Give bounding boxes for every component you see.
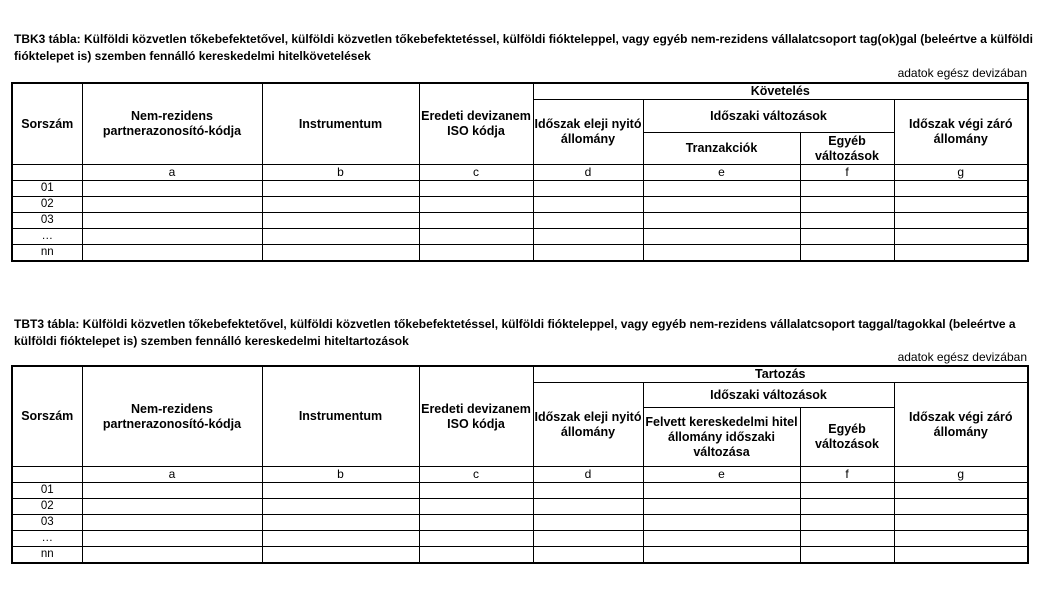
table-row	[12, 547, 1028, 564]
data-cell[interactable]	[894, 229, 1028, 245]
data-cell[interactable]	[800, 483, 894, 499]
data-cell[interactable]	[262, 515, 419, 531]
data-cell[interactable]	[643, 515, 800, 531]
data-cell[interactable]	[82, 483, 262, 499]
data-cell[interactable]	[419, 499, 533, 515]
data-cell[interactable]	[643, 483, 800, 499]
letter-row	[12, 467, 1028, 483]
data-cell[interactable]	[262, 531, 419, 547]
col-header-transactions: Tranzakciók	[643, 133, 800, 165]
data-cell[interactable]	[82, 181, 262, 197]
data-cell[interactable]	[82, 499, 262, 515]
tbt3-unit-note: adatok egész devizában	[897, 350, 1027, 364]
col-header-instrument: Instrumentum	[262, 83, 419, 165]
data-cell[interactable]	[894, 181, 1028, 197]
col-header-credit-change: Felvett kereskedelmi hitel állomány időszaki változása	[643, 408, 800, 467]
data-cell[interactable]	[894, 245, 1028, 262]
letter-cell: f	[800, 165, 894, 181]
col-header-changes: Időszaki változások	[643, 100, 894, 133]
data-cell[interactable]	[533, 499, 643, 515]
data-cell[interactable]	[262, 213, 419, 229]
data-cell[interactable]	[262, 229, 419, 245]
data-cell[interactable]	[82, 229, 262, 245]
data-cell[interactable]	[533, 515, 643, 531]
data-cell[interactable]	[800, 515, 894, 531]
data-cell[interactable]	[419, 483, 533, 499]
col-header-sorszam: Sorszám	[12, 83, 82, 165]
data-cell[interactable]	[82, 531, 262, 547]
letter-cell: a	[82, 165, 262, 181]
data-cell[interactable]	[262, 197, 419, 213]
data-cell[interactable]	[533, 547, 643, 564]
data-cell[interactable]	[262, 499, 419, 515]
data-cell[interactable]	[533, 213, 643, 229]
col-header-changes: Időszaki változások	[643, 383, 894, 408]
col-header-other-changes: Egyéb változások	[800, 408, 894, 467]
tbt3-title: TBT3 tábla: Külföldi közvetlen tőkebefektetővel, külföldi közvetlen tőkebefektetéssel, külföldi fiókteleppel, vagy egyéb nem-rezidens vállalatcsoport taggal/tagokkal (beleértve a külföldi fióktelepet is) szemben fennálló kereskedelmi hiteltartozások	[14, 317, 1016, 348]
row-number: 01	[12, 181, 82, 197]
data-cell[interactable]	[643, 213, 800, 229]
col-header-opening: Időszak eleji nyitó állomány	[533, 100, 643, 165]
data-cell[interactable]	[82, 197, 262, 213]
table-row	[12, 515, 1028, 531]
data-cell[interactable]	[800, 229, 894, 245]
data-cell[interactable]	[262, 181, 419, 197]
data-cell[interactable]	[419, 515, 533, 531]
data-cell[interactable]	[800, 547, 894, 564]
col-header-currency: Eredeti devizanem ISO kódja	[419, 83, 533, 165]
table-row	[12, 483, 1028, 499]
data-cell[interactable]	[419, 531, 533, 547]
data-cell[interactable]	[533, 181, 643, 197]
letter-cell-empty	[12, 165, 82, 181]
letter-cell: b	[262, 165, 419, 181]
row-number: 01	[12, 483, 82, 499]
data-cell[interactable]	[262, 547, 419, 564]
col-header-currency: Eredeti devizanem ISO kódja	[419, 366, 533, 467]
data-cell[interactable]	[419, 213, 533, 229]
row-number: 02	[12, 197, 82, 213]
data-cell[interactable]	[894, 197, 1028, 213]
data-cell[interactable]	[800, 213, 894, 229]
data-cell[interactable]	[82, 515, 262, 531]
data-cell[interactable]	[800, 197, 894, 213]
data-cell[interactable]	[533, 229, 643, 245]
data-cell[interactable]	[419, 197, 533, 213]
letter-cell: f	[800, 467, 894, 483]
table-row	[12, 197, 1028, 213]
data-cell[interactable]	[82, 547, 262, 564]
data-cell[interactable]	[643, 245, 800, 262]
letter-cell: g	[894, 467, 1028, 483]
letter-cell: d	[533, 467, 643, 483]
data-cell[interactable]	[643, 499, 800, 515]
data-cell[interactable]	[533, 531, 643, 547]
data-cell[interactable]	[800, 245, 894, 262]
data-cell[interactable]	[533, 197, 643, 213]
table-row	[12, 213, 1028, 229]
data-cell[interactable]	[800, 499, 894, 515]
letter-cell: a	[82, 467, 262, 483]
col-header-sorszam: Sorszám	[12, 366, 82, 467]
data-cell[interactable]	[643, 229, 800, 245]
row-number: 03	[12, 515, 82, 531]
data-cell[interactable]	[82, 245, 262, 262]
col-header-opening: Időszak eleji nyitó állomány	[533, 383, 643, 467]
data-cell[interactable]	[262, 245, 419, 262]
tbk3-unit-note: adatok egész devizában	[897, 66, 1027, 80]
table-row	[12, 181, 1028, 197]
group-header-kovetel: Követelés	[533, 83, 1028, 100]
col-header-closing: Időszak végi záró állomány	[894, 383, 1028, 467]
data-cell[interactable]	[800, 531, 894, 547]
letter-cell-empty	[12, 467, 82, 483]
col-header-closing: Időszak végi záró állomány	[894, 100, 1028, 165]
data-cell[interactable]	[894, 515, 1028, 531]
group-header-tartozas: Tartozás	[533, 366, 1028, 383]
table-row	[12, 499, 1028, 515]
data-cell[interactable]	[533, 245, 643, 262]
data-cell[interactable]	[643, 197, 800, 213]
data-cell[interactable]	[643, 531, 800, 547]
col-header-other-changes: Egyéb változások	[800, 133, 894, 165]
data-cell[interactable]	[894, 547, 1028, 564]
row-number: …	[12, 531, 82, 547]
tbk3-table	[11, 82, 1029, 262]
tbk3-title: TBK3 tábla: Külföldi közvetlen tőkebefektetővel, külföldi közvetlen tőkebefektetéssel, külföldi fiókteleppel, vagy egyéb nem-rezidens vállalatcsoport tag(ok)gal (beleértve a külföldi fióktelepet is) szemben fennálló kereskedelmi hitelkövetelések	[14, 32, 1033, 63]
data-cell[interactable]	[643, 181, 800, 197]
data-cell[interactable]	[262, 483, 419, 499]
data-cell[interactable]	[894, 499, 1028, 515]
data-cell[interactable]	[419, 245, 533, 262]
data-cell[interactable]	[894, 213, 1028, 229]
data-cell[interactable]	[894, 531, 1028, 547]
data-cell[interactable]	[643, 547, 800, 564]
row-number: 03	[12, 213, 82, 229]
letter-cell: c	[419, 165, 533, 181]
table-row	[12, 229, 1028, 245]
data-cell[interactable]	[533, 483, 643, 499]
letter-cell: d	[533, 165, 643, 181]
row-number: 02	[12, 499, 82, 515]
table-row	[12, 245, 1028, 262]
letter-cell: g	[894, 165, 1028, 181]
data-cell[interactable]	[419, 547, 533, 564]
data-cell[interactable]	[894, 483, 1028, 499]
letter-cell: b	[262, 467, 419, 483]
data-cell[interactable]	[419, 181, 533, 197]
row-number: nn	[12, 245, 82, 262]
row-number: …	[12, 229, 82, 245]
letter-cell: e	[643, 165, 800, 181]
col-header-partner: Nem-rezidens partnerazonosító-kódja	[82, 366, 262, 467]
data-cell[interactable]	[419, 229, 533, 245]
table-row	[12, 531, 1028, 547]
tbt3-table	[11, 365, 1029, 564]
letter-cell: c	[419, 467, 533, 483]
data-cell[interactable]	[800, 181, 894, 197]
row-number: nn	[12, 547, 82, 564]
letter-cell: e	[643, 467, 800, 483]
letter-row	[12, 165, 1028, 181]
col-header-instrument: Instrumentum	[262, 366, 419, 467]
data-cell[interactable]	[82, 213, 262, 229]
col-header-partner: Nem-rezidens partnerazonosító-kódja	[82, 83, 262, 165]
